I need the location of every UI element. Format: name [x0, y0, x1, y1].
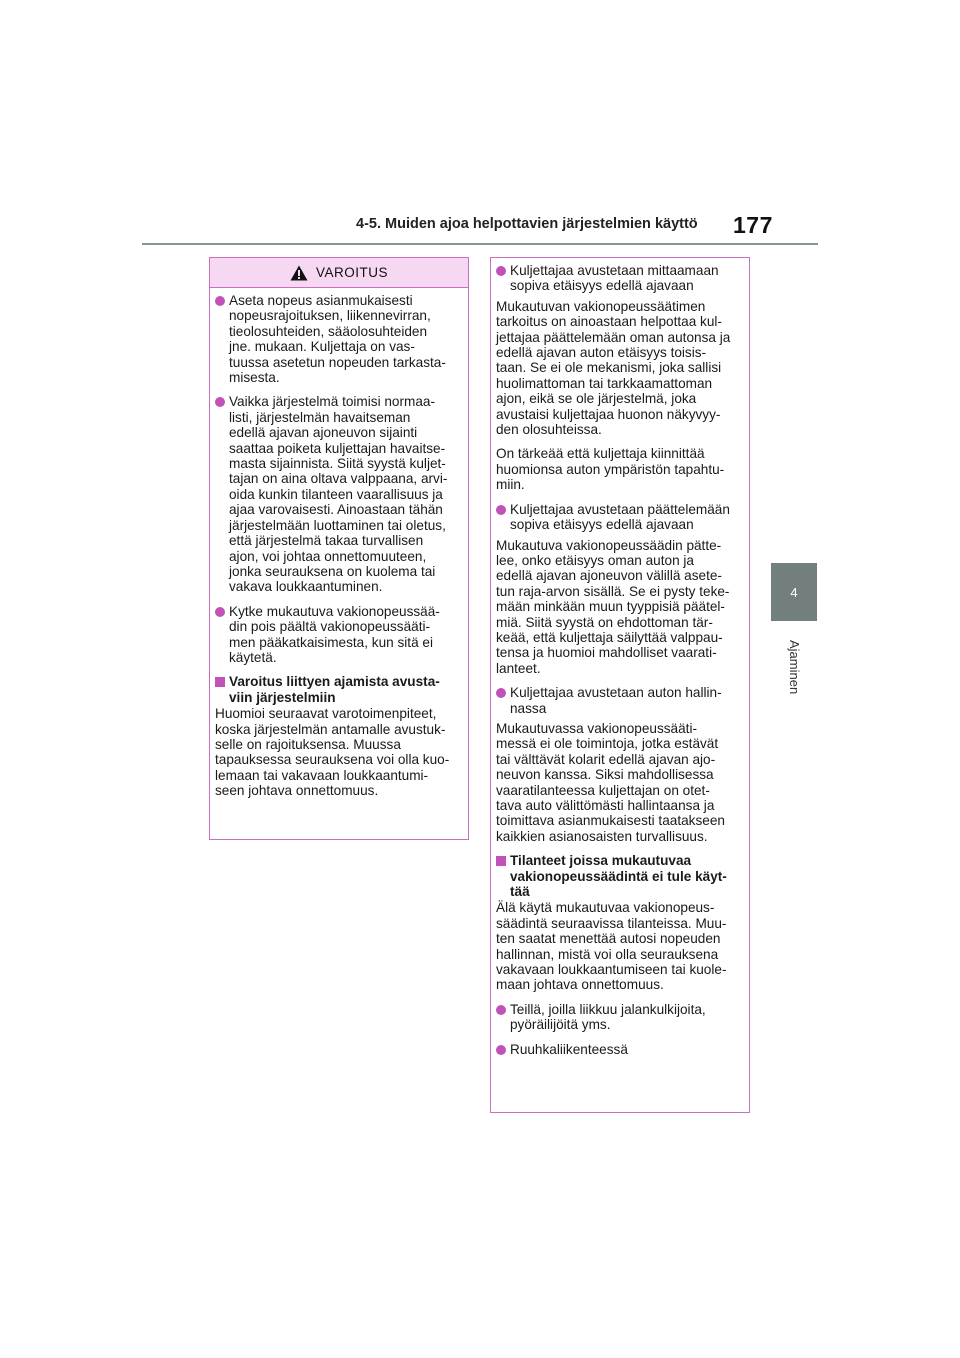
- bullet-text: Ruuhkaliikenteessä: [510, 1041, 628, 1057]
- bullet-text: Vaikka järjestelmä toimisi normaa- listi, järjestelmän havaitseman edellä ajavan ajoneuvon sijainti saattaa poiketa kuljettajan havaitse- masta sijainnista. Siitä syystä kuljet- tajan on aina oltava valppaana, arvi- oida kunkin tilanteen vaarallisuus ja ajaa varovaisesti. Ainoastaan tähän järjestelmään luottaminen tai oletus, että järjestelmä takaa turvallisen ajon, voi johtaa onnettomuuteen, jonka seurauksena on kuolema tai vakava loukkaantuminen.: [229, 394, 448, 595]
- bullet-text: Kuljettajaa avustetaan mittaamaan sopiva etäisyys edellä ajavaan: [510, 263, 719, 294]
- square-bullet-icon: [496, 856, 506, 866]
- bullet-dot-icon: [496, 688, 506, 698]
- bullet-text: Teillä, joilla liikkuu jalankulkijoita, pyöräilijöitä yms.: [510, 1001, 706, 1033]
- warning-content: [210, 288, 468, 799]
- subheading-text: Tilanteet joissa mukautuvaa vakionopeussäädintä ei tule käyt- tää: [510, 853, 727, 900]
- list-item: [496, 502, 742, 533]
- page-number: 177: [733, 212, 773, 238]
- bullet-dot-icon: [496, 1005, 506, 1015]
- section-title: 4-5. Muiden ajoa helpottavien järjestelmien käyttö: [356, 216, 698, 232]
- bullet-dot-icon: [496, 505, 506, 515]
- bullet-text: Kytke mukautuva vakionopeussää- din pois päältä vakionopeussääti- men pääkatkaisimesta, kun sitä ei käytetä.: [229, 603, 440, 665]
- list-item: [215, 604, 461, 666]
- list-item: [496, 263, 742, 294]
- bullet-dot-icon: [215, 296, 225, 306]
- bullet-dot-icon: [215, 607, 225, 617]
- info-box: [490, 257, 750, 1113]
- list-item: [496, 1002, 742, 1033]
- bullet-text: Kuljettajaa avustetaan auton hallin- nassa: [510, 685, 722, 716]
- list-item: [215, 394, 461, 594]
- bullet-text: Kuljettajaa avustetaan päättelemään sopiva etäisyys edellä ajavaan: [510, 501, 730, 533]
- list-item: [496, 685, 742, 716]
- subheading: [496, 853, 742, 899]
- warning-title: VAROITUS: [315, 264, 388, 280]
- square-bullet-icon: [215, 677, 225, 687]
- subheading: [215, 674, 461, 705]
- paragraph: Mukautuvassa vakionopeussääti- messä ei ole toimintoja, jotka estävät tai välttävät kolarit edellä ajavan ajo- neuvon kanssa. Siksi mahdollisessa vaaratilanteessa kuljettajan on otet- tava auto välittömästi hallintaansa ja toimittava asianmukaisesti taatakseen kaikkien asianosaisten turvallisuus.: [496, 720, 725, 844]
- warning-header: [210, 258, 468, 288]
- paragraph: Mukautuvan vakionopeussäätimen tarkoitus on ainoastaan helpottaa kul- jettajaa päättelemään oman autonsa ja edellä ajavan auton etäisyys toisis- taan. Se ei ole mekanismi, joka sallisi huolimattoman tai tarkkaamattoman ajon, eikä se ole järjestelmä, joka avustaisi kuljettajaa huonon näkyvyy- den olosuhteissa.: [496, 298, 731, 438]
- paragraph: Huomioi seuraavat varotoimenpiteet, koska järjestelmän antamalle avustuk- selle on rajoituksensa. Muussa tapauksessa seurauksena voi olla kuo- lemaan tai vakavaan loukkaantumi- seen johtava onnettomuus.: [215, 706, 450, 799]
- list-item: [215, 293, 461, 385]
- chapter-label: Ajaminen: [787, 640, 802, 695]
- bullet-text: Aseta nopeus asianmukaisesti nopeusrajoituksen, liikennevirran, tieolosuhteiden, sääolosuhteiden jne. mukaan. Kuljettaja on vas- tuussa asetetun nopeuden tarkasta- misesta.: [229, 293, 446, 386]
- list-item: [496, 1042, 742, 1057]
- bullet-dot-icon: [496, 266, 506, 276]
- warning-box: [209, 257, 469, 840]
- subheading-text: Varoitus liittyen ajamista avusta- viin järjestelmiin: [229, 674, 440, 705]
- header-rule: [142, 243, 818, 245]
- chapter-tab: 4: [771, 563, 817, 621]
- bullet-dot-icon: [496, 1045, 506, 1055]
- paragraph: Mukautuva vakionopeussäädin pätte- lee, onko etäisyys oman auton ja edellä ajavan ajoneuvon välillä asete- tun raja-arvon sisällä. Se ei pysty teke- mään minkään muun tyyppisiä päätel- miä. Siitä syystä on ehdottoman tär- keää, että kuljettaja säilyttää valppau- tensa ja huomioi mahdolliset vaarati- lanteet.: [496, 537, 730, 676]
- paragraph: Älä käytä mukautuvaa vakionopeus- säädintä seuraavissa tilanteissa. Muu- ten saatat menettää autosi nopeuden hallinnan, mistä voi olla seurauksena vakavaan loukkaantumiseen tai kuole- maan johtava onnettomuus.: [496, 900, 727, 993]
- bullet-dot-icon: [215, 397, 225, 407]
- paragraph: On tärkeää että kuljettaja kiinnittää huomionsa auton ympäristön tapahtu- miin.: [496, 446, 725, 493]
- warning-triangle-icon: [290, 265, 308, 281]
